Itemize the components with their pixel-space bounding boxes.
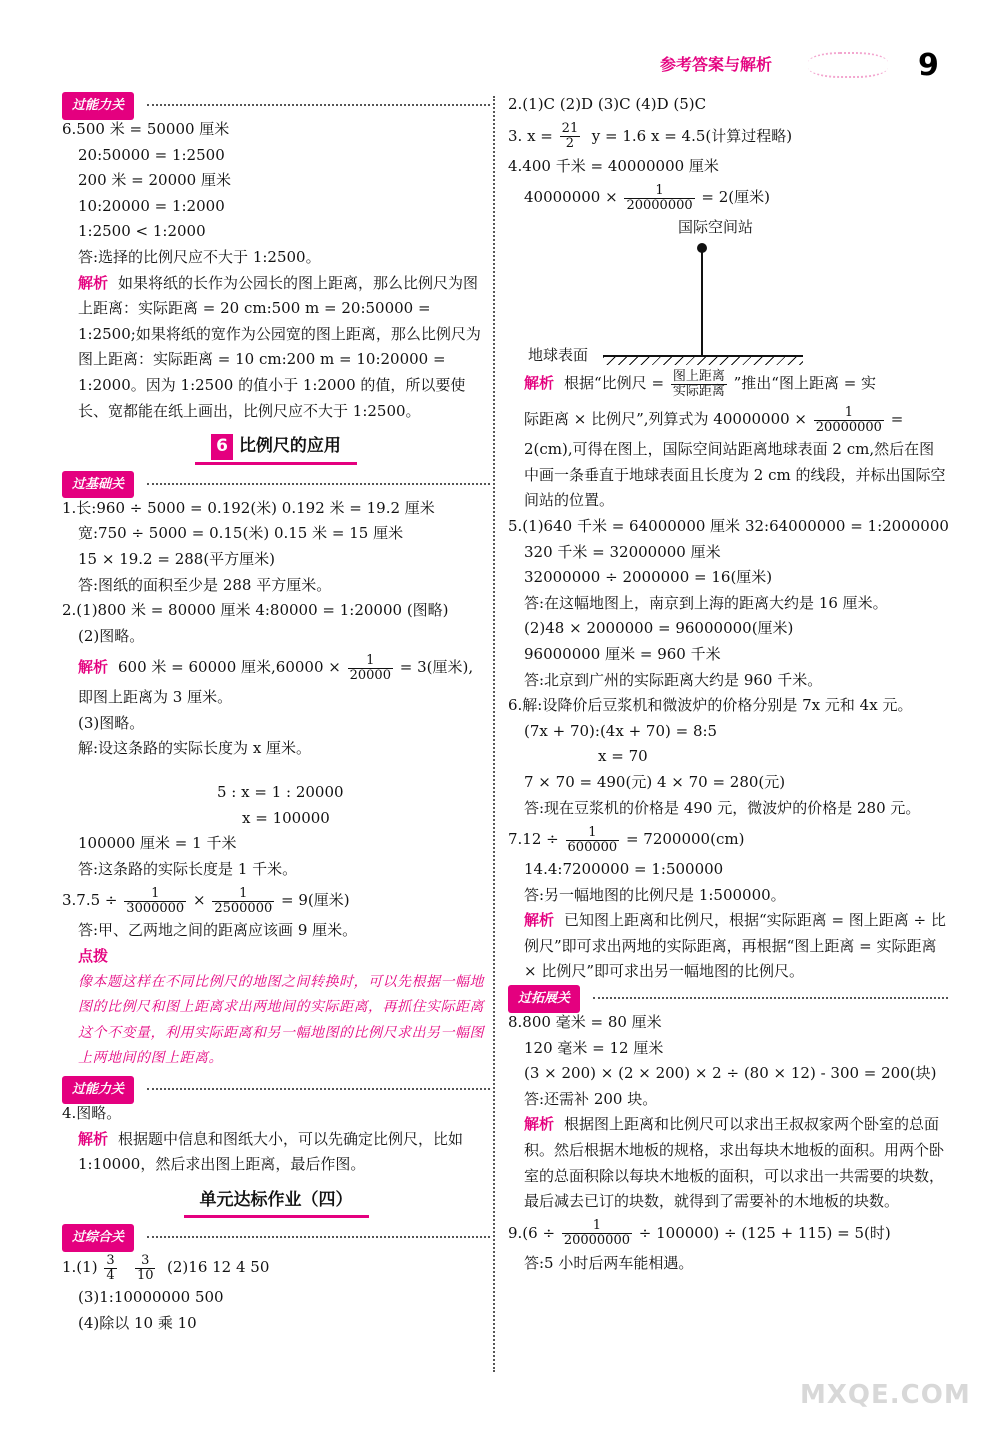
section-badge-row xyxy=(508,985,948,1010)
page-number: 9 xyxy=(918,48,939,83)
earth-surface-hatching xyxy=(603,357,803,365)
numerator: 3 xyxy=(106,1252,115,1268)
column-divider xyxy=(493,96,495,1372)
r4-line xyxy=(508,179,948,215)
numerator: 1 xyxy=(592,1218,602,1234)
r3-text: 3. x = xyxy=(508,126,553,145)
r6-line: 7 × 70 = 490(元) 4 × 70 = 280(元) xyxy=(524,772,786,791)
times-sign: × xyxy=(192,891,206,910)
q6-line: 20:50000 = 1:2500 xyxy=(78,145,225,164)
q1-line: 15 × 19.2 = 288(平方厘米) xyxy=(78,549,276,568)
fraction xyxy=(562,1219,632,1248)
denominator: 2 xyxy=(560,136,581,151)
q1-line: 答:图纸的面积至少是 288 平方厘米。 xyxy=(78,575,332,594)
q2-line: 100000 厘米 = 1 千米 xyxy=(78,834,237,853)
r7-explanation xyxy=(508,908,948,985)
fraction xyxy=(560,122,581,151)
r5-line: 答:北京到广州的实际距离大约是 960 千米。 xyxy=(524,670,823,689)
r7-text: = 7200000(cm) xyxy=(625,830,745,849)
r4-explanation: 2(cm),可得在图上，国际空间站距离地球表面 2 cm,然后在图中画一条垂直于地球表面且长度为 2 cm 的线段，并标出国际空间站的位置。 xyxy=(524,440,946,510)
explanation-tag: 解析 xyxy=(78,273,109,292)
numerator: 3 xyxy=(141,1252,150,1268)
numerator: 1 xyxy=(844,404,853,420)
q2-line: 解:设这条路的实际长度为 x 厘米。 xyxy=(78,739,312,758)
section-badge: 过拓展关 xyxy=(508,985,580,1013)
r5-line: 5.(1)640 千米 = 64000000 厘米 32:64000000 = 1:2000000 xyxy=(508,516,949,535)
q6-line: 1:2500 < 1:2000 xyxy=(78,222,206,241)
q2-line: 答:这条路的实际长度是 1 千米。 xyxy=(78,859,298,878)
denominator: 3000000 xyxy=(126,900,185,916)
fraction xyxy=(348,654,393,683)
fraction xyxy=(124,887,186,916)
r8-line: 答:还需补 200 块。 xyxy=(524,1089,658,1108)
denominator: 10 xyxy=(136,1267,154,1283)
r8-line: 8.800 毫米 = 80 厘米 xyxy=(508,1013,662,1032)
numerator: 21 xyxy=(561,121,579,137)
explanation-text: = 3(厘米), xyxy=(399,658,474,677)
r3-line xyxy=(508,118,948,154)
equation: 5 : x = 1 : 20000 xyxy=(217,783,344,802)
u1-text: (2)16 12 4 50 xyxy=(167,1258,270,1277)
r9-line xyxy=(508,1215,948,1251)
explanation-text: 根据“比例尺 = xyxy=(564,374,665,393)
r6-line: x = 70 xyxy=(598,747,648,766)
r6-line: (7x + 70):(4x + 70) = 8:5 xyxy=(524,721,718,740)
explanation-text: 际距离 × 比例尺”,列算式为 40000000 × xyxy=(524,410,807,429)
space-station-diagram xyxy=(508,215,948,365)
section-title-text: 比例尺的应用 xyxy=(238,436,341,457)
q3-line xyxy=(62,882,490,918)
unit-title xyxy=(62,1186,490,1219)
explanation-text: 600 米 = 60000 厘米,60000 × xyxy=(118,658,341,677)
explanation-text: ”推出“图上距离 = 实 xyxy=(733,374,877,393)
fraction xyxy=(624,184,694,213)
fraction xyxy=(671,370,727,399)
q3-line: 答:甲、乙两地之间的距离应该画 9 厘米。 xyxy=(78,921,358,940)
r8-line: 120 毫米 = 12 厘米 xyxy=(524,1038,664,1057)
denominator: 600000 xyxy=(567,839,618,855)
denominator: 2500000 xyxy=(214,900,273,916)
tip-text: 像本题这样在不同比例尺的地图之间转换时，可以先根据一幅地图的比例尺和图上距离求出两地间的实际距离，再抓住实际距离这个不变量，利用实际距离和另一幅地图的比例尺求出另一幅图上两地间的图上距离。 xyxy=(78,973,484,1067)
r4-explanation-line xyxy=(508,365,948,401)
right-column xyxy=(508,92,948,1276)
r5-line: 320 千米 = 32000000 厘米 xyxy=(524,542,721,561)
q1-line: 1.长:960 ÷ 5000 = 0.192(米) 0.192 米 = 19.2 厘米 xyxy=(62,498,435,517)
r5-line: 32000000 ÷ 2000000 = 16(厘米) xyxy=(524,568,773,587)
r8-explanation xyxy=(508,1112,948,1214)
section-badge: 过综合关 xyxy=(62,1224,134,1252)
r7-line: 14.4:7200000 = 1:500000 xyxy=(524,860,724,879)
explanation-text: = xyxy=(890,410,904,429)
r6-line: 答:现在豆浆机的价格是 490 元，微波炉的价格是 280 元。 xyxy=(524,798,921,817)
q6-line: 10:20000 = 1:2000 xyxy=(78,196,225,215)
numerator: 1 xyxy=(151,885,160,901)
q1-line: 宽:750 ÷ 5000 = 0.15(米) 0.15 米 = 15 厘米 xyxy=(78,524,404,543)
denominator: 20000000 xyxy=(815,419,882,435)
numerator: 1 xyxy=(239,885,248,901)
r3-text: y = 1.6 x = 4.5(计算过程略) xyxy=(591,126,793,145)
q3-text: 3.7.5 ÷ xyxy=(62,891,118,910)
q2-explanation-line xyxy=(62,649,490,685)
explanation-tag: 解析 xyxy=(524,374,555,393)
fraction xyxy=(814,406,884,435)
r5-line: (2)48 × 2000000 = 96000000(厘米) xyxy=(524,619,794,638)
explanation-tag: 解析 xyxy=(524,911,555,930)
section-badge: 过能力关 xyxy=(62,92,134,120)
r7-line xyxy=(508,821,948,857)
denominator: 20000 xyxy=(349,667,391,683)
denominator: 20000000 xyxy=(563,1233,630,1249)
denominator: 4 xyxy=(106,1267,115,1283)
numerator: 1 xyxy=(588,824,597,840)
header-label: 参考答案与解析 xyxy=(660,55,773,74)
q6-line: 200 米 = 20000 厘米 xyxy=(78,171,231,190)
q4-explanation xyxy=(62,1127,490,1178)
explanation-tag: 解析 xyxy=(524,1115,555,1134)
r9-line: 答:5 小时后两车能相遇。 xyxy=(524,1253,694,1272)
denominator: 实际距离 xyxy=(672,383,725,399)
u1-line: (4)除以 10 乘 10 xyxy=(78,1313,197,1332)
explanation-tag: 解析 xyxy=(78,658,109,677)
q2-line: (2)图略。 xyxy=(78,626,145,645)
numerator: 图上距离 xyxy=(672,368,725,384)
q6-explanation xyxy=(62,271,490,425)
distance-segment xyxy=(701,251,703,355)
fraction xyxy=(566,826,620,855)
fraction xyxy=(212,887,274,916)
explanation-text: 根据题中信息和图纸大小，可以先确定比例尺，比如 1:10000，然后求出图上距离，最后作图。 xyxy=(78,1129,464,1174)
numerator: 1 xyxy=(655,182,664,198)
r4-line: 4.400 千米 = 40000000 厘米 xyxy=(508,156,719,175)
r2-line: 2.(1)C (2)D (3)C (4)D (5)C xyxy=(508,95,707,113)
earth-label: 地球表面 xyxy=(528,346,589,365)
explanation-tag: 解析 xyxy=(78,1129,109,1148)
header-decoration xyxy=(808,52,888,78)
fraction xyxy=(135,1254,156,1283)
explanation-text: 根据图上距离和比例尺可以求出王叔叔家两个卧室的总面积。然后根据木地板的规格，求出每块木地板的面积。用两个卧室的总面积除以每块木地板的面积，可以求出一共需要的块数，最后减去已订的块数，就得到了需要补的木地板的块数。 xyxy=(524,1115,945,1211)
equation: x = 100000 xyxy=(242,808,330,827)
u1-line xyxy=(62,1249,490,1285)
section-badge-row xyxy=(62,92,490,117)
section-badge: 过能力关 xyxy=(62,1076,134,1104)
fraction xyxy=(104,1254,116,1283)
u1-text: 1.(1) xyxy=(62,1258,98,1277)
r8-line: (3 × 200) × (2 × 200) × 2 ÷ (80 × 12) - 300 = 200(块) xyxy=(524,1064,937,1083)
section-number: 6 xyxy=(211,434,233,460)
r5-line: 答:在这幅地图上，南京到上海的距离大约是 16 厘米。 xyxy=(524,593,888,612)
q4-line: 4.图略。 xyxy=(62,1104,122,1122)
explanation-text: 已知图上距离和比例尺，根据“实际距离 = 图上距离 ÷ 比例尺”即可求出两地的实际距离，再根据“图上距离 = 实际距离 × 比例尺”即可求出另一幅地图的比例尺。 xyxy=(524,911,946,981)
u1-line: (3)1:10000000 500 xyxy=(78,1288,224,1307)
tip-label: 点拨 xyxy=(78,947,109,966)
section-badge-row xyxy=(62,1224,490,1249)
q6-line: 答:选择的比例尺应不大于 1:2500。 xyxy=(78,247,321,266)
r7-text: 7.12 ÷ xyxy=(508,830,559,849)
section-badge-row xyxy=(62,471,490,496)
section-title xyxy=(62,432,490,465)
station-label: 国际空间站 xyxy=(678,218,754,237)
r5-line: 96000000 厘米 = 960 千米 xyxy=(524,644,721,663)
r4-text: 40000000 × xyxy=(524,188,618,207)
q2-line: (3)图略。 xyxy=(78,713,145,732)
r4-text: = 2(厘米) xyxy=(701,188,771,207)
left-column xyxy=(62,92,490,1337)
r9-text: 9.(6 ÷ xyxy=(508,1223,556,1242)
denominator: 20000000 xyxy=(626,197,693,213)
r7-line: 答:另一幅地图的比例尺是 1:500000。 xyxy=(524,885,786,904)
q2-line: 即图上距离为 3 厘米。 xyxy=(78,688,233,707)
q2-line: 2.(1)800 米 = 80000 厘米 4:80000 = 1:20000 (图略) xyxy=(62,601,449,620)
r6-line: 6.解:设降价后豆浆机和微波炉的价格分别是 7x 元和 4x 元。 xyxy=(508,696,913,715)
tip-header xyxy=(62,944,490,970)
r9-text: ÷ 100000) ÷ (125 + 115) = 5(时) xyxy=(638,1223,891,1242)
numerator: 1 xyxy=(366,652,375,668)
section-badge: 过基础关 xyxy=(62,471,134,499)
r4-explanation-line xyxy=(508,401,948,437)
q6-line: 6.500 米 = 50000 厘米 xyxy=(62,120,230,138)
q3-text: = 9(厘米) xyxy=(281,891,350,910)
explanation-text: 如果将纸的长作为公园长的图上距离，那么比例尺为图上距离：实际距离 = 20 cm:500 m = 20:50000 = 1:2500;如果将纸的宽作为公园宽的图上距离，那么比例尺为图上距离：实际距离 = 10 cm:200 m = 10:20000 = 1:2000。因为 1:2500 的值小于 1:2000 的值，所以要使长、宽都能在纸上画出，比例尺应不大于 1:2500。 xyxy=(78,273,481,420)
unit-title-text: 单元达标作业（四） xyxy=(184,1186,369,1219)
section-badge-row xyxy=(62,1076,490,1101)
watermark-logo: MXQE.COM xyxy=(800,1380,971,1410)
